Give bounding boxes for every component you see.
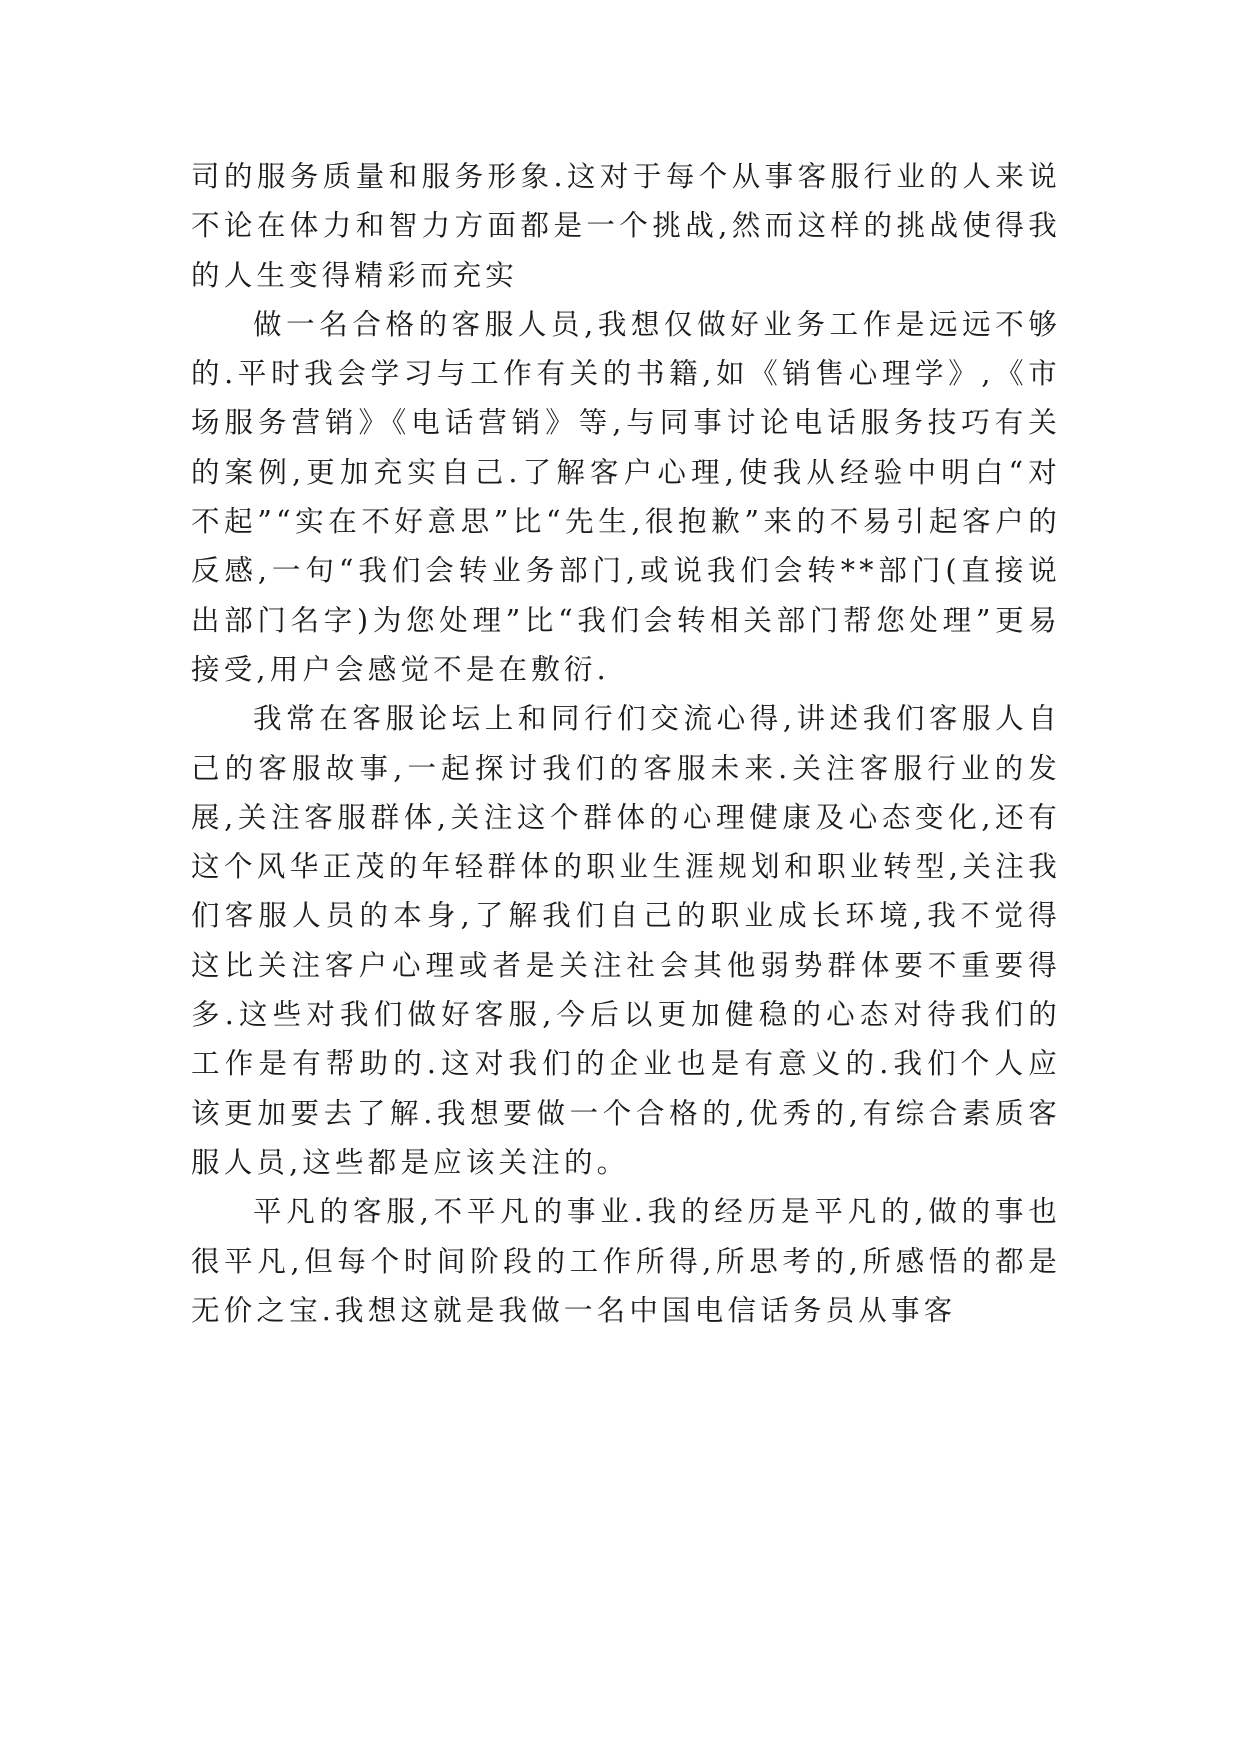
paragraph-2: 做一名合格的客服人员,我想仅做好业务工作是远远不够的.平时我会学习与工作有关的书籍,如《销售心理学》,《市场服务营销》《电话营销》等,与同事讨论电话服务技巧有关的案例,更加充实自己.了解客户心理,使我从经验中明白“对不起”“实在不好意思”比“先生,很抱歉”来的不易引起客户的反感,一句“我们会转业务部门,或说我们会转**部门(直接说出部门名字)为您处理”比“我们会转相关部门帮您处理”更易接受,用户会感觉不是在敷衍. bbox=[191, 307, 1061, 686]
document-body bbox=[191, 152, 1061, 1335]
paragraph-3: 我常在客服论坛上和同行们交流心得,讲述我们客服人自己的客服故事,一起探讨我们的客服未来.关注客服行业的发展,关注客服群体,关注这个群体的心理健康及心态变化,还有这个风华正茂的年轻群体的职业生涯规划和职业转型,关注我们客服人员的本身,了解我们自己的职业成长环境,我不觉得这比关注客户心理或者是关注社会其他弱势群体要不重要得多.这些对我们做好客服,今后以更加健稳的心态对待我们的工作是有帮助的.这对我们的企业也是有意义的.我们个人应该更加要去了解.我想要做一个合格的,优秀的,有综合素质客服人员,这些都是应该关注的。 bbox=[191, 702, 1061, 1179]
paragraph-1: 司的服务质量和服务形象.这对于每个从事客服行业的人来说不论在体力和智力方面都是一个挑战,然而这样的挑战使得我的人生变得精彩而充实 bbox=[191, 160, 1061, 292]
paragraph-4: 平凡的客服,不平凡的事业.我的经历是平凡的,做的事也很平凡,但每个时间阶段的工作所得,所思考的,所感悟的都是无价之宝.我想这就是我做一名中国电信话务员从事客 bbox=[191, 1195, 1061, 1327]
